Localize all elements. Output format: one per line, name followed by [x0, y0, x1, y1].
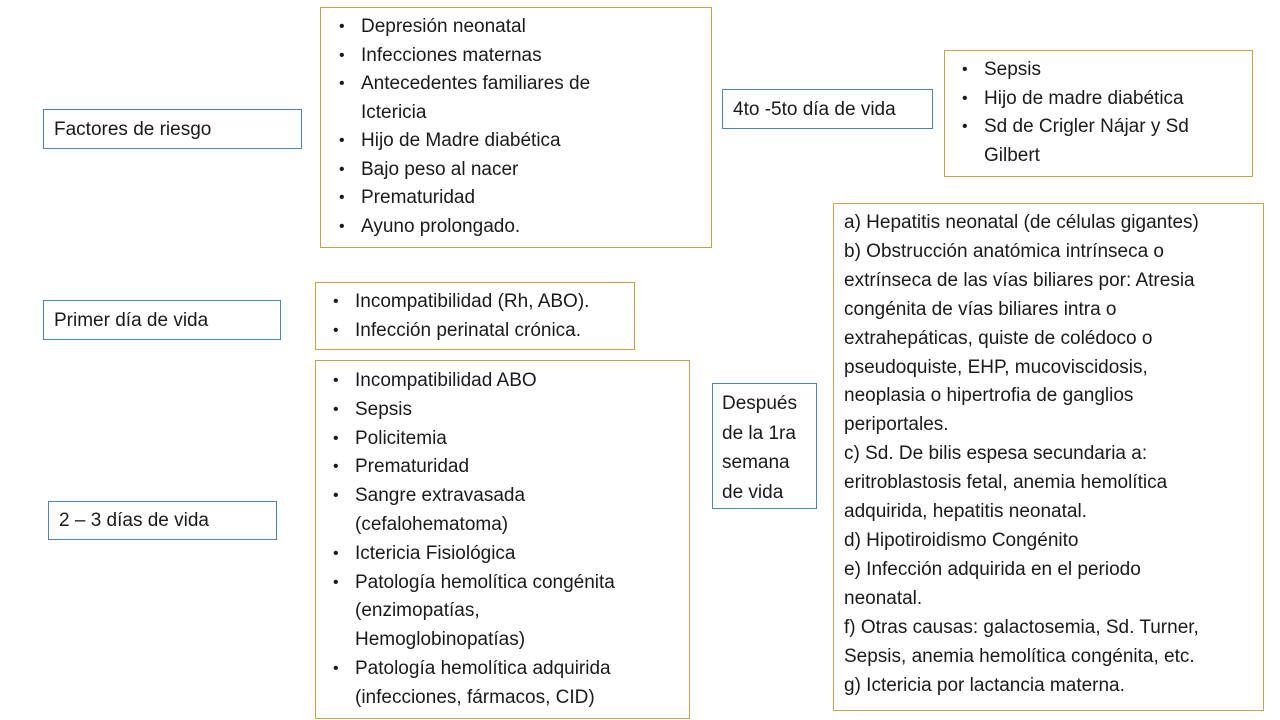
list-item-line: Ictericia — [361, 101, 427, 123]
list-item: • Sepsis — [954, 56, 1252, 85]
risk-factors-label: Factores de riesgo — [54, 118, 212, 140]
day-2-3-causes-list — [325, 367, 689, 713]
list-item-line: (cefalohematoma) — [355, 513, 509, 535]
after-first-week-causes-box — [833, 203, 1264, 711]
cause-line: e) Infección adquirida en el periodo — [844, 558, 1141, 580]
list-item-line: Gilbert — [984, 144, 1040, 166]
list-item — [331, 70, 711, 127]
after-first-week-label-box — [712, 383, 817, 509]
list-item — [325, 569, 689, 655]
list-item: • Hijo de Madre diabética — [331, 127, 711, 156]
first-day-causes-box — [315, 282, 635, 350]
cause-line: congénita de vías biliares intra o — [844, 298, 1117, 320]
list-item-line: Sangre extravasada — [355, 485, 526, 507]
list-item — [954, 113, 1252, 170]
cause-line: extrínseca de las vías biliares por: Atresia — [844, 269, 1195, 291]
cause-line: adquirida, hepatitis neonatal. — [844, 501, 1087, 523]
list-item-line: (infecciones, fármacos, CID) — [355, 686, 595, 708]
cause-line: b) Obstrucción anatómica intrínseca o — [844, 240, 1164, 262]
list-item: • Incompatibilidad (Rh, ABO). — [325, 288, 634, 317]
risk-factors-list — [331, 13, 711, 241]
cause-line: neoplasia o hipertrofia de ganglios — [844, 385, 1134, 407]
cause-line: neonatal. — [844, 587, 923, 609]
after-first-week-label-line: semana — [722, 452, 790, 473]
list-item: • Infección perinatal crónica. — [325, 317, 634, 346]
first-day-label-box — [43, 300, 281, 340]
list-item: • Sepsis — [325, 396, 689, 425]
day-2-3-label-box — [48, 501, 277, 540]
cause-line: extrahepáticas, quiste de colédoco o — [844, 327, 1153, 349]
risk-factors-list-box — [320, 7, 712, 248]
list-item-line: Sd de Crigler Nájar y Sd — [984, 116, 1189, 137]
list-item-line: Hemoglobinopatías) — [355, 629, 526, 651]
list-item: • Ayuno prolongado. — [331, 213, 711, 242]
list-item: • Policitemia — [325, 425, 689, 454]
list-item-line: Patología hemolítica adquirida — [355, 657, 611, 679]
day-2-3-label: 2 – 3 días de vida — [59, 510, 209, 531]
after-first-week-label-line: de la 1ra — [722, 422, 796, 444]
day-4-5-causes-box — [944, 50, 1253, 177]
cause-line: periportales. — [844, 414, 949, 436]
cause-line: g) Ictericia por lactancia materna. — [844, 674, 1125, 696]
list-item: • Incompatibilidad ABO — [325, 367, 689, 396]
day-4-5-causes-list — [954, 56, 1252, 170]
list-item-line: (enzimopatías, — [355, 600, 480, 622]
list-item: • Ictericia Fisiológica — [325, 540, 689, 569]
cause-line: eritroblastosis fetal, anemia hemolítica — [844, 472, 1168, 494]
cause-line: pseudoquiste, EHP, mucoviscidosis, — [844, 356, 1148, 378]
after-first-week-causes-list — [844, 209, 1263, 700]
list-item: • Prematuridad — [331, 184, 711, 213]
day-2-3-causes-box — [315, 360, 690, 719]
list-item: • Prematuridad — [325, 453, 689, 482]
risk-factors-label-box — [43, 109, 302, 149]
after-first-week-label-line: de vida — [722, 481, 784, 503]
list-item: • Bajo peso al nacer — [331, 156, 711, 185]
day-4-5-label-box — [722, 89, 933, 129]
list-item-line: Patología hemolítica congénita — [355, 571, 615, 593]
first-day-label: Primer día de vida — [54, 309, 209, 331]
day-4-5-label: 4to -5to día de vida — [733, 98, 896, 120]
list-item-line: Antecedentes familiares de — [361, 73, 591, 94]
cause-line: Sepsis, anemia hemolítica congénita, etc. — [844, 645, 1195, 667]
list-item — [325, 482, 689, 540]
list-item: • Hijo de madre diabética — [954, 85, 1252, 114]
after-first-week-label-line: Después — [722, 393, 797, 414]
list-item — [325, 655, 689, 713]
list-item: • Depresión neonatal — [331, 13, 711, 42]
list-item: • Infecciones maternas — [331, 42, 711, 71]
first-day-causes-list — [325, 288, 634, 345]
cause-line: d) Hipotiroidismo Congénito — [844, 529, 1079, 551]
cause-line: c) Sd. De bilis espesa secundaria a: — [844, 443, 1148, 465]
cause-line: a) Hepatitis neonatal (de células gigantes) — [844, 212, 1199, 233]
cause-line: f) Otras causas: galactosemia, Sd. Turner, — [844, 616, 1199, 638]
